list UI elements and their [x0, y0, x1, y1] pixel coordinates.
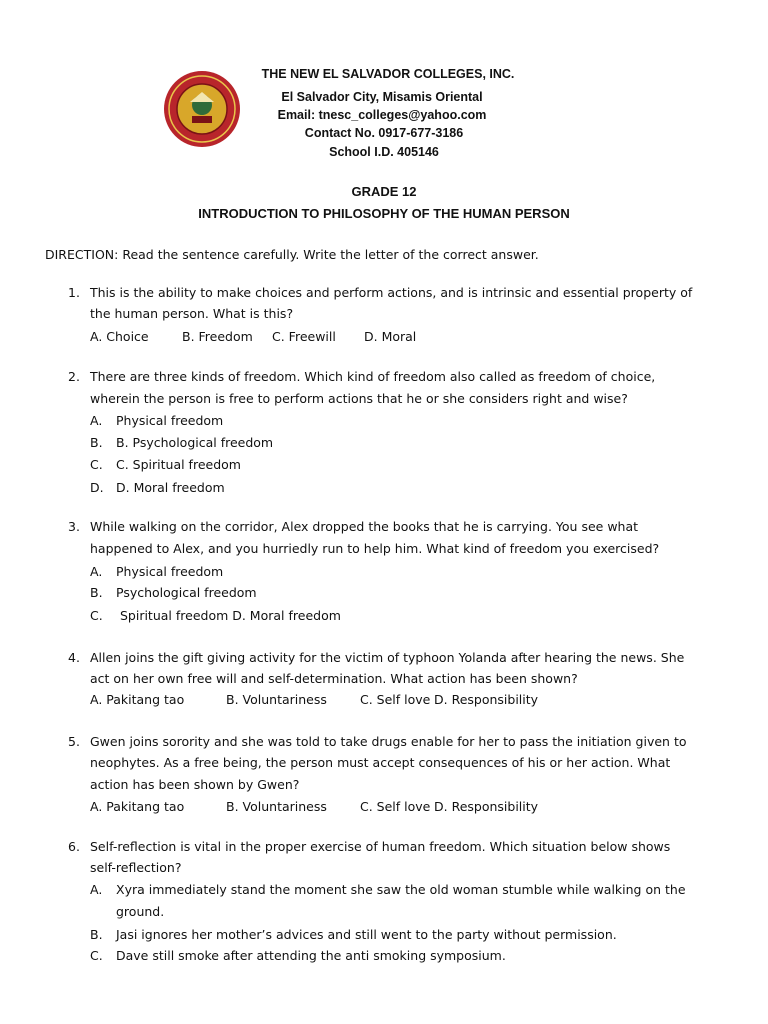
option: A. Pakitang tao	[90, 799, 185, 814]
question-line: Gwen joins sorority and she was told to take drugs enable for her to pass the initiation given to	[90, 734, 687, 749]
option: A. Xyra immediately stand the moment she saw the old woman stumble while walking on the	[90, 882, 686, 897]
subject-title: INTRODUCTION TO PHILOSOPHY OF THE HUMAN PERSON	[198, 206, 570, 221]
option: B. Voluntariness	[226, 692, 327, 707]
question-number: 5.	[68, 734, 80, 749]
school-address: El Salvador City, Misamis Oriental	[281, 90, 483, 104]
option: D. Moral	[364, 329, 417, 344]
option: B. B. Psychological freedom	[90, 435, 274, 450]
school-seal-logo	[163, 70, 241, 148]
question-line: happened to Alex, and you hurriedly run to help him. What kind of freedom you exercised?	[90, 541, 660, 556]
school-name: THE NEW EL SALVADOR COLLEGES, INC.	[261, 67, 515, 81]
school-contact: Contact No. 0917-677-3186	[304, 126, 464, 140]
question-line: Allen joins the gift giving activity for the victim of typhoon Yolanda after hearing the news. She	[90, 650, 685, 665]
option: A. Pakitang tao	[90, 692, 185, 707]
question-line: act on her own free will and self-determination. What action has been shown?	[90, 671, 578, 686]
option: C. Dave still smoke after attending the anti smoking symposium.	[90, 948, 506, 963]
answer-options	[90, 689, 538, 711]
option: B. Freedom	[182, 329, 253, 344]
option: D. D. Moral freedom	[90, 480, 225, 495]
answer-options	[90, 796, 538, 818]
question-line: wherein the person is free to perform actions that he or she considers right and wise?	[90, 391, 628, 406]
option: A. Choice	[90, 329, 149, 344]
option: B. Jasi ignores her mother’s advices and still went to the party without permission.	[90, 927, 617, 942]
option: C. Freewill	[272, 329, 336, 344]
direction-text: DIRECTION: Read the sentence carefully. Write the letter of the correct answer.	[45, 247, 539, 262]
question-line: Self-reflection is vital in the proper exercise of human freedom. Which situation below shows	[90, 839, 671, 854]
question-number: 6.	[68, 839, 80, 854]
option: C. C. Spiritual freedom	[90, 457, 241, 472]
question-number: 3.	[68, 519, 80, 534]
question-line: This is the ability to make choices and perform actions, and is intrinsic and essential property of	[90, 285, 693, 300]
question-line: neophytes. As a free being, the person must accept consequences of his or her action. What	[90, 755, 671, 770]
grade-title: GRADE 12	[351, 184, 417, 199]
question-line: self-reflection?	[90, 860, 182, 875]
option: C. Self love	[360, 692, 431, 707]
option: B. Voluntariness	[226, 799, 327, 814]
option: A. Physical freedom	[90, 564, 224, 579]
question-number: 2.	[68, 369, 80, 384]
answer-options	[90, 326, 416, 348]
option: D. Responsibility	[434, 799, 539, 814]
option: B. Psychological freedom	[90, 585, 257, 600]
school-email: Email: tnesc_colleges@yahoo.com	[277, 108, 487, 122]
option: A. Physical freedom	[90, 413, 224, 428]
question-number: 1.	[68, 285, 80, 300]
option: ground.	[116, 904, 165, 919]
question-line: While walking on the corridor, Alex dropped the books that he is carrying. You see what	[90, 519, 639, 534]
question-line: There are three kinds of freedom. Which kind of freedom also called as freedom of choice,	[90, 369, 656, 384]
school-id: School I.D. 405146	[329, 145, 439, 159]
question-number: 4.	[68, 650, 80, 665]
option: C. Self love	[360, 799, 431, 814]
question-line: action has been shown by Gwen?	[90, 777, 300, 792]
option: D. Responsibility	[434, 692, 539, 707]
question-line: the human person. What is this?	[90, 306, 294, 321]
option: C. Spiritual freedom D. Moral freedom	[90, 608, 341, 623]
